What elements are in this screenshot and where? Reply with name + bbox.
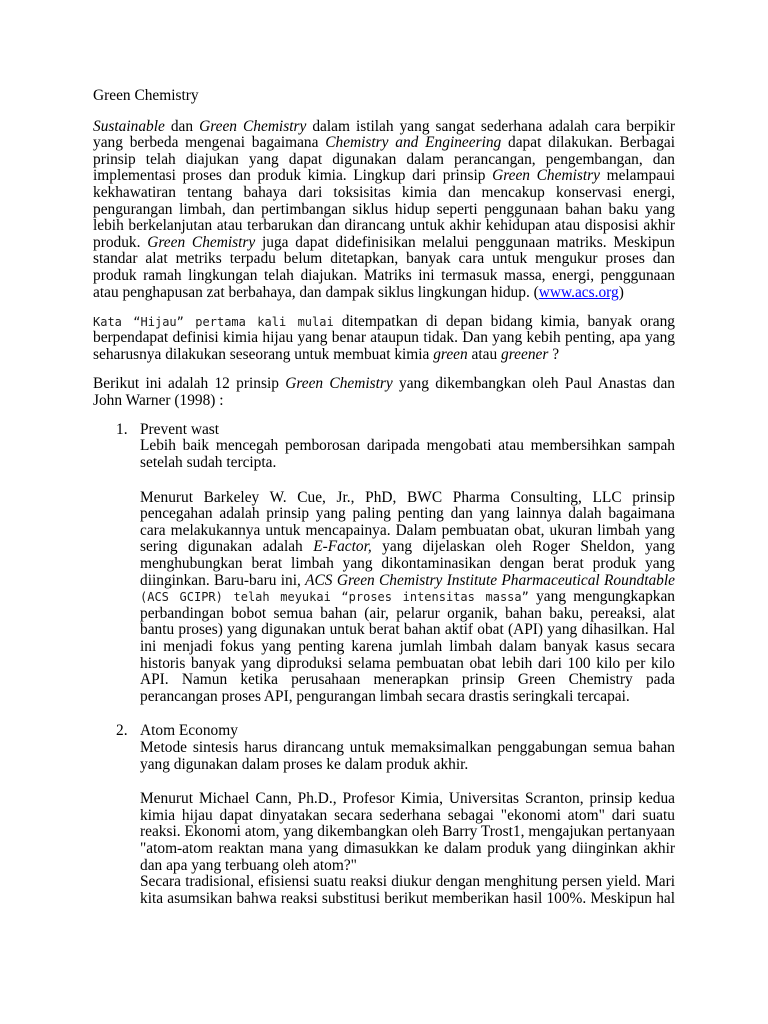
text-run: dan <box>164 117 200 135</box>
principle-body <box>140 422 675 706</box>
text-run: yang mengungkapkan perbandingan bobot semua bahan (air, pelarur organik, bahan baku, pereaksi, alat bantu proses) yang digunakan untuk berat bahan aktif obat (API) yang dihasilkan. Hal ini menjadi fokus yang penting karena jumlah limbah dalam banyak kasus secara historis banyak yang diproduksi selama pembuatan obat lebih dari 100 kilo per kilo API. Namun ketika perusahaan menerapkan prinsip Green Chemistry pada perancangan proses API, pengurangan limbah secara drastis seringkali tercapai. <box>140 588 675 705</box>
hijau-paragraph <box>93 314 675 364</box>
principle-item <box>93 422 675 706</box>
text-run: Menurut Michael Cann, Ph.D., Profesor Kimia, Universitas Scranton, prinsip kedua kimia hijau dapat dinyatakan secara sederhana sebagai "ekonomi atom" dari suatu reaksi. Ekonomi atom, yang dikembangkan oleh Barry Trost1, mengajukan pertanyaan "atom-atom reaktan mana yang dimasukkan ke dalam produk yang diinginkan akhir dan apa yang terbuang oleh atom?" <box>140 790 675 874</box>
text-run: Berikut ini adalah 12 prinsip <box>93 375 286 393</box>
text-run: Lebih baik mencegah pemborosan daripada mengobati atau membersihkan sampah setelah sudah tercipta. <box>140 437 675 472</box>
italic-text: Green Chemistry <box>199 117 307 135</box>
text-run: ditempatkan di depan bidang kimia, banyak orang berpendapat definisi kimia hijau yang benar ataupun tidak. Dan yang kebih penting, apa yang seharusnya dilakukan seseorang untuk membuat kimia <box>93 312 675 363</box>
italic-text: greener <box>501 345 549 363</box>
text-run: ? <box>548 345 560 363</box>
italic-text: Chemistry and Engineering <box>325 134 502 152</box>
principle-item <box>93 723 675 907</box>
italic-text: Sustainable <box>93 117 165 135</box>
text-run: juga dapat didefinisikan melalui penggunaan matriks. Meskipun standar alat metriks terpadu belum ditetapkan, banyak cara untuk mengukur proses dan produk ramah lingkungan telah diajukan. Matriks ini termasuk massa, energi, penggunaan atau penghapusan zat berbahaya, dan dampak siklus lingkungan hidup. ( <box>93 233 675 301</box>
principle-summary <box>140 438 675 471</box>
text-run: dalam istilah yang sangat sederhana adalah cara berpikir yang berbeda mengenai bagaimana <box>93 117 675 152</box>
text-run: ) <box>618 283 624 301</box>
text-run: Secara tradisional, efisiensi suatu reaksi diukur dengan menghitung persen yield. Mari kita asumsikan bahwa reaksi substitusi berikut memberikan hasil 100%. Meskipun hal <box>140 873 675 907</box>
principle-summary <box>140 740 675 773</box>
principle-number: 1. <box>116 420 128 438</box>
text-run: atau <box>467 345 502 363</box>
text-run: dapat dilakukan. Berbagai prinsip telah diajukan yang dapat digunakan dalam perancangan, pengembangan, dan implementasi proses dan produk kimia. Lingkup dari prinsip <box>93 134 675 185</box>
italic-text: Green Chemistry <box>285 375 393 393</box>
principle-heading: Prevent wast <box>140 420 220 438</box>
italic-text: Green Chemistry <box>492 167 600 185</box>
text-run: Metode sintesis harus dirancang untuk memaksimalkan penggabungan semua bahan yang digunakan dalam proses ke dalam produk akhir. <box>140 738 675 773</box>
principles-list <box>93 422 675 907</box>
intro-paragraph <box>93 119 675 302</box>
principle-detail <box>140 490 675 706</box>
italic-text: E-Factor, <box>313 538 372 556</box>
text-run: melampaui kekhawatiran tentang bahaya dari toksisitas kimia dan mencakup konservasi energi, pengurangan limbah, dan pertimbangan siklus hidup seperti penggunaan bahan baku yang lebih berkelanjutan atau terbarukan dan dirancang untuk akhir kehidupan atau disposisi akhir produk. <box>93 167 675 251</box>
source-link[interactable]: www.acs.org <box>538 283 619 301</box>
principle-detail-continued <box>140 874 675 907</box>
principle-body <box>140 723 675 907</box>
principle-detail <box>140 791 675 874</box>
alt-font-text: Kata “Hijau” pertama kali mulai <box>93 314 334 329</box>
text-run: yang dikembangkan oleh Paul Anastas dan John Warner (1998) : <box>93 375 675 409</box>
italic-text: Green Chemistry <box>147 233 256 251</box>
document-title: Green Chemistry <box>93 87 199 104</box>
principle-heading: Atom Economy <box>140 722 238 740</box>
principle-number: 2. <box>116 722 128 740</box>
text-run: yang dijelaskan oleh Roger Sheldon, yang menghubungkan berat limbah yang dikontaminasikan dengan berat produk yang diinginkan. Baru-baru ini, <box>140 538 675 589</box>
principles-intro-paragraph <box>93 376 675 409</box>
italic-text: ACS Green Chemistry Institute Pharmaceutical Roundtable <box>305 571 675 589</box>
italic-text: green <box>433 345 468 363</box>
alt-font-text: (ACS GCIPR) telah meyukai “proses intensitas massa” <box>140 590 529 605</box>
text-run: Menurut Barkeley W. Cue, Jr., PhD, BWC Pharma Consulting, LLC prinsip pencegahan adalah prinsip yang paling penting dan yang lainnya dalah bagaimana cara melakukannya untuk mencapainya. Dalam pembuatan obat, ukuran limbah yang sering digunakan adalah <box>140 488 675 556</box>
